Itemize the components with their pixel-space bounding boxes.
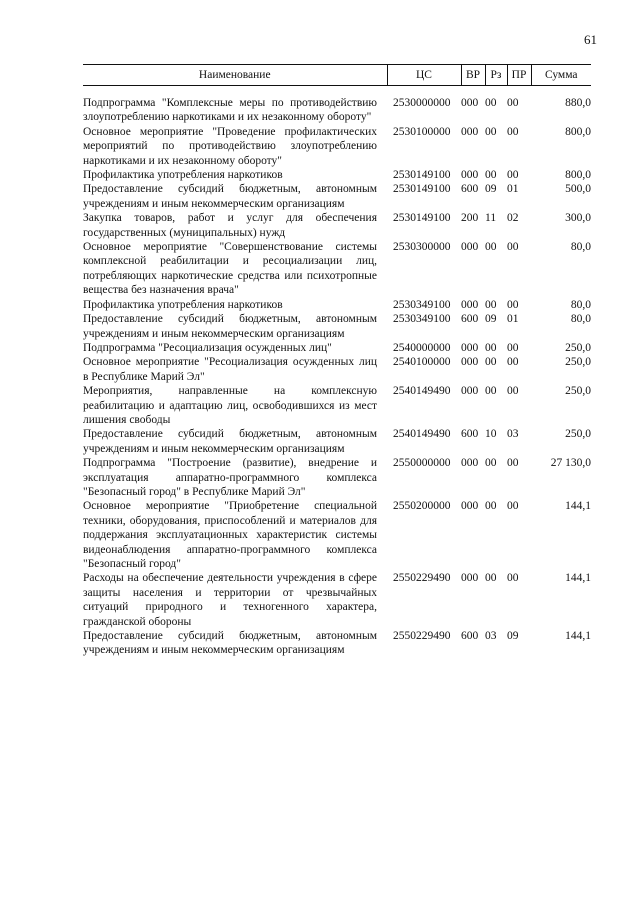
row-name: Закупка товаров, работ и услуг для обеспечения государственных (муниципальных) нужд (83, 212, 377, 239)
row-pr: 00 (507, 125, 519, 138)
row-vr: 000 (461, 241, 479, 254)
header-pr: ПР (507, 65, 531, 86)
page-number: 61 (584, 32, 597, 47)
row-vr: 000 (461, 97, 479, 109)
table-row (83, 168, 591, 182)
row-vr: 000 (461, 169, 479, 182)
header-name: Наименование (83, 65, 387, 86)
table-row (83, 211, 591, 240)
row-sum: 300,0 (565, 212, 591, 225)
header-rz: Рз (485, 65, 507, 86)
row-rz: 00 (485, 125, 497, 138)
row-rz: 00 (485, 356, 497, 369)
row-vr: 000 (461, 356, 479, 369)
row-name: Основное мероприятие "Совершенствование системы комплексной реабилитации и ресоциализации лиц, потребляющих наркотические средства или психотропные вещества без назначения врача" (83, 241, 377, 297)
row-rz: 00 (485, 500, 497, 513)
row-pr: 02 (507, 212, 519, 225)
table-row (83, 312, 591, 341)
row-vr: 000 (461, 341, 479, 354)
row-cs: 2550000000 (393, 457, 451, 470)
row-vr: 600 (461, 313, 479, 326)
budget-table (83, 64, 591, 658)
row-name: Основное мероприятие "Проведение профилактических мероприятий по противодействию злоупотреблению наркотиками и их незаконному обороту" (83, 125, 377, 167)
row-name: Расходы на обеспечение деятельности учреждения в сфере защиты населения и территории от чрезвычайных ситуаций природного и техногенного характера, гражданской обороны (83, 572, 377, 628)
row-rz: 00 (485, 457, 497, 470)
row-vr: 000 (461, 572, 479, 585)
row-sum: 80,0 (570, 241, 591, 254)
row-name: Основное мероприятие "Приобретение специальной техники, оборудования, приспособлений и материалов для поддержания эксплуатационных характеристик системы видеонаблюдения аппаратно-программного комплекса "Безопасный город" (83, 500, 377, 570)
row-cs: 2530349100 (393, 313, 451, 326)
row-cs: 2530100000 (393, 125, 451, 138)
row-sum: 27 130,0 (550, 457, 591, 470)
row-pr: 00 (507, 572, 519, 585)
row-cs: 2530149100 (393, 183, 451, 196)
row-rz: 00 (485, 341, 497, 354)
row-name: Подпрограмма "Ресоциализация осужденных лиц" (83, 341, 332, 354)
row-cs: 2550229490 (393, 572, 451, 585)
row-cs: 2530149100 (393, 169, 451, 182)
row-pr: 00 (507, 97, 519, 109)
header-vr: ВР (461, 65, 485, 86)
row-cs: 2540149490 (393, 385, 451, 398)
row-cs: 2540000000 (393, 341, 451, 354)
table-row (83, 499, 591, 571)
row-pr: 00 (507, 385, 519, 398)
row-cs: 2530149100 (393, 212, 451, 225)
row-name: Профилактика употребления наркотиков (83, 298, 283, 311)
row-vr: 000 (461, 298, 479, 311)
row-sum: 144,1 (565, 500, 591, 513)
row-sum: 250,0 (565, 356, 591, 369)
table-row (83, 298, 591, 312)
row-cs: 2550229490 (393, 630, 451, 643)
row-pr: 00 (507, 457, 519, 470)
row-rz: 00 (485, 298, 497, 311)
header-sum: Сумма (531, 65, 591, 86)
row-pr: 00 (507, 341, 519, 354)
table-row (83, 341, 591, 355)
row-vr: 000 (461, 125, 479, 138)
row-cs: 2550200000 (393, 500, 451, 513)
table-row (83, 384, 591, 427)
table-header (83, 65, 591, 86)
row-sum: 800,0 (565, 125, 591, 138)
row-vr: 000 (461, 500, 479, 513)
row-vr: 600 (461, 428, 479, 441)
row-rz: 10 (485, 428, 497, 441)
row-name: Профилактика употребления наркотиков (83, 169, 283, 182)
table-row (83, 571, 591, 629)
row-pr: 03 (507, 428, 519, 441)
row-name: Предоставление субсидий бюджетным, автономным учреждениям и иным некоммерческим организациям (83, 183, 377, 210)
table-row (83, 240, 591, 298)
row-pr: 00 (507, 500, 519, 513)
row-pr: 09 (507, 630, 519, 643)
row-cs: 2530000000 (393, 97, 451, 109)
table-body (83, 86, 591, 658)
row-name: Предоставление субсидий бюджетным, автономным учреждениям и иным некоммерческим организациям (83, 630, 377, 657)
row-sum: 250,0 (565, 385, 591, 398)
row-sum: 144,1 (565, 630, 591, 643)
row-rz: 00 (485, 97, 497, 109)
row-rz: 03 (485, 630, 497, 643)
row-pr: 00 (507, 356, 519, 369)
row-rz: 00 (485, 572, 497, 585)
row-name: Подпрограмма "Комплексные меры по противодействию злоупотреблению наркотиками и их незаконному обороту" (83, 97, 377, 124)
row-pr: 01 (507, 313, 519, 326)
row-name: Предоставление субсидий бюджетным, автономным учреждениям и иным некоммерческим организациям (83, 428, 377, 455)
table-row (83, 355, 591, 384)
table-row (83, 125, 591, 168)
row-pr: 00 (507, 169, 519, 182)
row-vr: 200 (461, 212, 479, 225)
row-vr: 000 (461, 457, 479, 470)
row-pr: 01 (507, 183, 519, 196)
row-name: Мероприятия, направленные на комплексную реабилитацию и адаптацию лиц, освободившихся из мест лишения свободы (83, 385, 377, 426)
row-sum: 880,0 (565, 97, 591, 109)
header-cs: ЦС (387, 65, 461, 86)
row-sum: 80,0 (570, 298, 591, 311)
row-cs: 2540149490 (393, 428, 451, 441)
table-row (83, 456, 591, 499)
row-rz: 09 (485, 313, 497, 326)
row-vr: 600 (461, 630, 479, 643)
row-sum: 144,1 (565, 572, 591, 585)
row-rz: 09 (485, 183, 497, 196)
table-row (83, 86, 591, 125)
row-rz: 00 (485, 385, 497, 398)
row-vr: 600 (461, 183, 479, 196)
row-name: Предоставление субсидий бюджетным, автономным учреждениям и иным некоммерческим организациям (83, 313, 377, 340)
row-vr: 000 (461, 385, 479, 398)
row-cs: 2540100000 (393, 356, 451, 369)
row-name: Подпрограмма "Построение (развитие), внедрение и эксплуатация аппаратно-программного комплекса "Безопасный город" в Республике Марий Эл" (83, 457, 377, 498)
row-sum: 250,0 (565, 341, 591, 354)
row-sum: 250,0 (565, 428, 591, 441)
row-rz: 00 (485, 241, 497, 254)
row-name: Основное мероприятие "Ресоциализация осужденных лиц в Республике Марий Эл" (83, 356, 377, 383)
row-sum: 80,0 (570, 313, 591, 326)
header-row (83, 65, 591, 86)
row-cs: 2530349100 (393, 298, 451, 311)
row-sum: 800,0 (565, 169, 591, 182)
row-rz: 00 (485, 169, 497, 182)
row-rz: 11 (485, 212, 497, 225)
table-row (83, 427, 591, 456)
table-row (83, 629, 591, 658)
row-pr: 00 (507, 241, 519, 254)
row-sum: 500,0 (565, 183, 591, 196)
table-row (83, 182, 591, 211)
row-cs: 2530300000 (393, 241, 451, 254)
row-pr: 00 (507, 298, 519, 311)
